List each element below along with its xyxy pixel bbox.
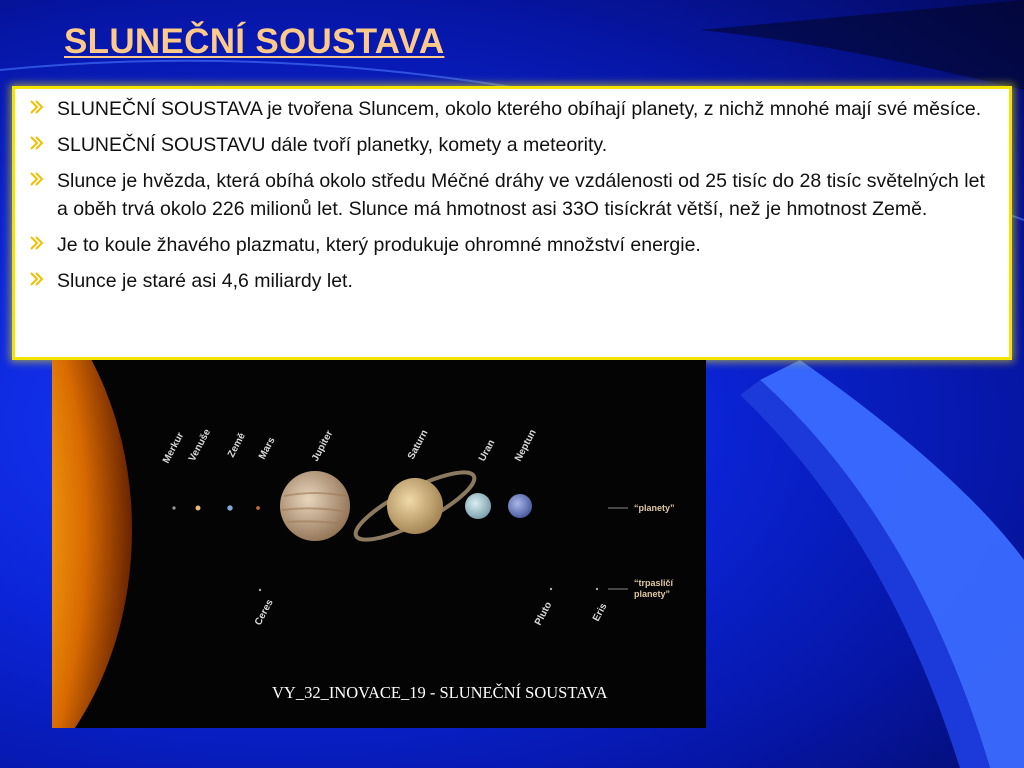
label-merkur: Merkur <box>160 430 187 466</box>
venus <box>196 506 201 511</box>
label-pluto: Pluto <box>532 600 555 628</box>
bullet-text: Slunce je hvězda, která obíhá okolo středu Méčné dráhy ve vzdálenosti od 25 tisíc do 28 tisíc světelných let a oběh trvá okolo 226 milionů let. Slunce má hmotnost asi 33O tisíckrát větší, než je hmotnost Země. <box>57 170 985 220</box>
arrow-bullet-icon <box>29 271 45 287</box>
label-zeme: Země <box>225 431 248 460</box>
saturn <box>387 478 443 534</box>
neptune <box>508 494 532 518</box>
bullet-text: Je to koule žhavého plazmatu, který produkuje ohromné množství energie. <box>57 234 701 256</box>
bullet-text: SLUNEČNÍ SOUSTAVA je tvořena Sluncem, okolo kterého obíhají planety, z nichž mnohé mají své měsíce. <box>57 98 982 120</box>
footer-caption: VY_32_INOVACE_19 - SLUNEČNÍ SOUSTAVA <box>272 683 608 702</box>
legend-trpaslici-line2: planety” <box>634 589 671 599</box>
arrow-bullet-icon <box>29 235 45 251</box>
mars <box>256 506 260 510</box>
arrow-bullet-icon <box>29 135 45 151</box>
content-box <box>12 86 1012 360</box>
earth <box>227 505 232 510</box>
arrow-bullet-icon <box>29 99 45 115</box>
ceres <box>259 589 261 591</box>
solar-system-image <box>52 360 706 728</box>
uranus <box>465 493 491 519</box>
jupiter <box>280 471 350 541</box>
label-neptun: Neptun <box>512 427 539 464</box>
label-jupiter: Jupiter <box>309 428 336 464</box>
label-uran: Uran <box>476 438 498 464</box>
label-mars: Mars <box>256 435 278 462</box>
bullet-text: SLUNEČNÍ SOUSTAVU dále tvoří planetky, komety a meteority. <box>57 134 608 156</box>
bullet-list <box>29 95 995 295</box>
bullet-text: Slunce je staré asi 4,6 miliardy let. <box>57 270 353 292</box>
mercury <box>172 506 175 509</box>
sun <box>52 360 132 728</box>
legend-trpaslici-line1: “trpasličí <box>634 578 674 588</box>
pluto <box>550 588 552 590</box>
eris <box>596 588 598 590</box>
arrow-bullet-icon <box>29 171 45 187</box>
bullet-item <box>29 267 995 295</box>
slide-title: SLUNEČNÍ SOUSTAVA <box>64 22 445 61</box>
legend-planety: “planety” <box>634 503 675 513</box>
bullet-item <box>29 131 995 159</box>
label-venuse: Venuše <box>186 427 214 464</box>
label-ceres: Ceres <box>252 597 276 628</box>
bullet-item <box>29 231 995 259</box>
label-eris: Eris <box>590 601 610 624</box>
bullet-item <box>29 167 995 223</box>
label-saturn: Saturn <box>405 428 431 462</box>
bullet-item <box>29 95 995 123</box>
